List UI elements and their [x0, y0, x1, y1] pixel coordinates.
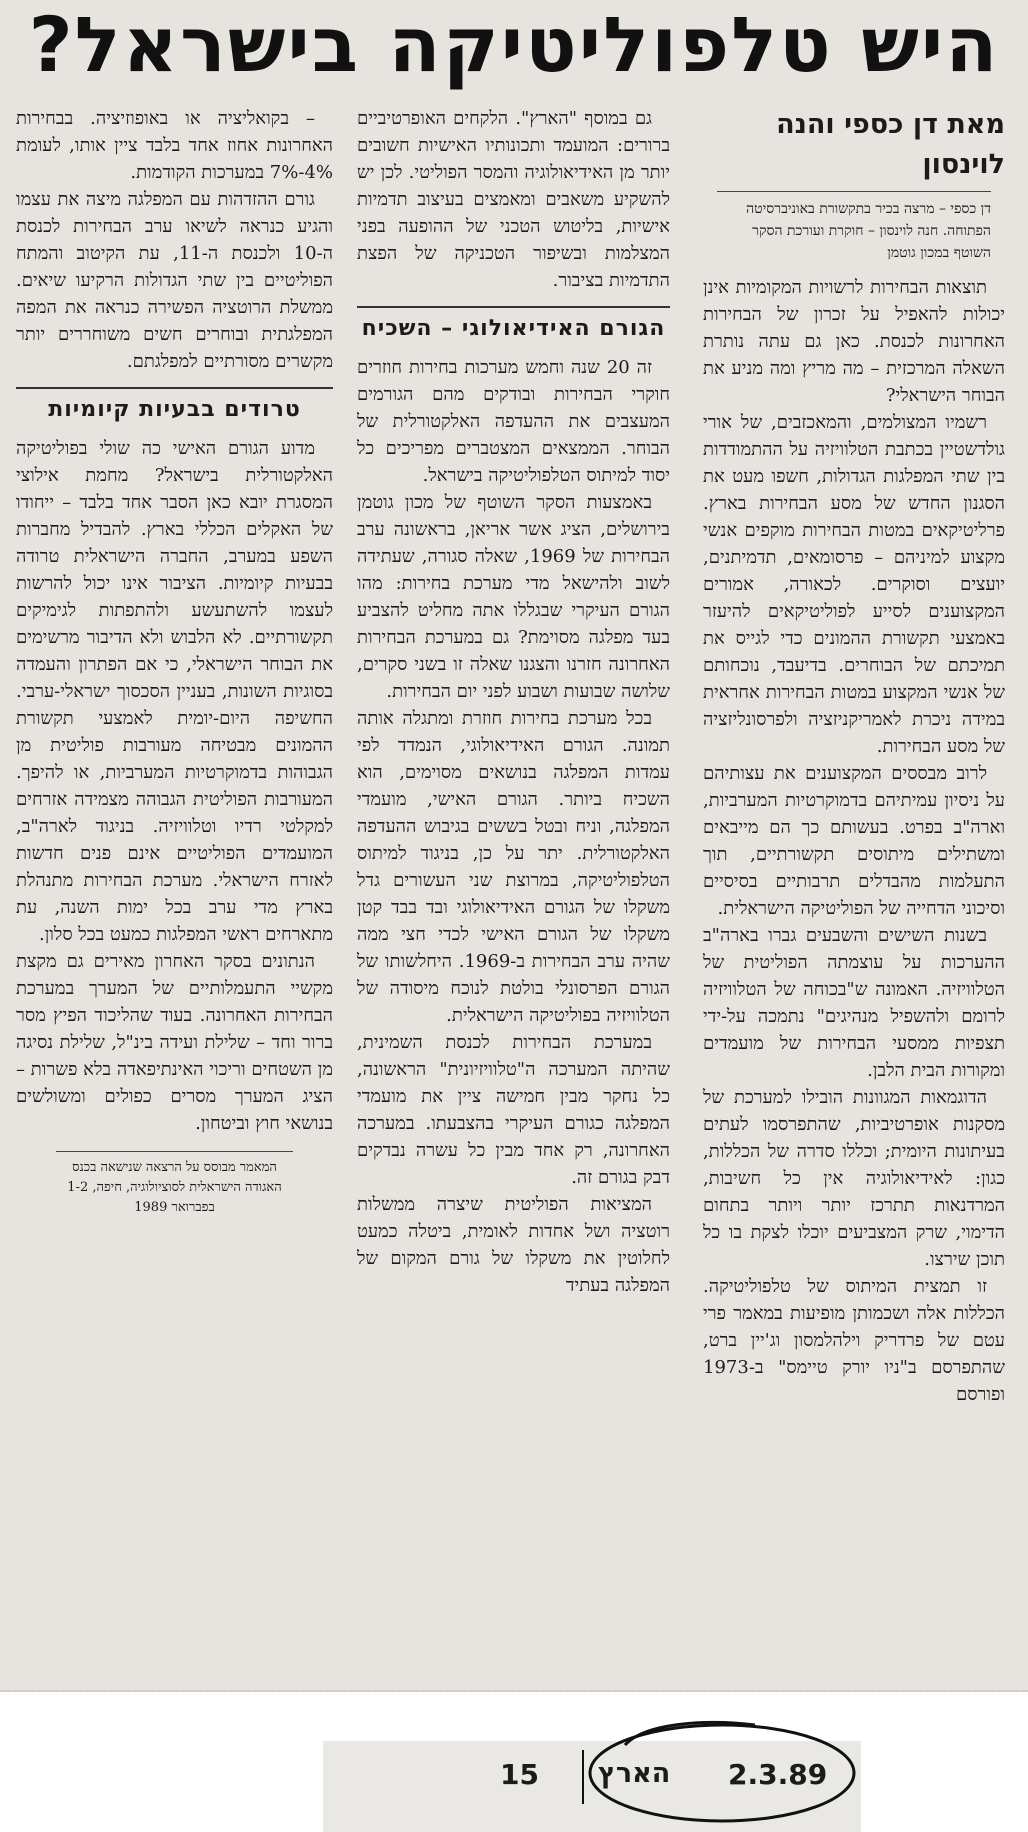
- page-number: 15: [500, 1758, 539, 1791]
- paragraph: בשנות השישים והשבעים גברו בארה"ב ההערכות על עוצמתה הפוליטית של הטלוויזיה. האמונה ש"בכוחה של הטלוויזיה לרומם ולהשפיל מנהיגים" נתמכה על-ידי תצפיות ממסעי הבחירות של מועמדים ומקורות הבית הלבן.: [703, 925, 1005, 1081]
- headline: היש טלפוליטיקה בישראל?: [28, 0, 1000, 89]
- author-bio: דן כספי – מרצה בכיר בתקשורת באוניברסיטה הפתוחה. חנה לוינסון – חוקרת ועורכת הסקר השוטף במכון גוטמן: [717, 191, 991, 264]
- column-middle: [357, 105, 670, 1654]
- paragraph: גורם ההזדהות עם המפלגה מיצה את עצמו והגיע כנראה לשיאו ערב הבחירות לכנסת ה-10 ולכנסת ה-11, עת הקיטוב והמתח הפוליטיים בין שתי הגדולות הרקיעו שיאים. ממשלת הרוטציה הפשירה כנראה את המפה המפלגתית ובוחרים חשים משוחררים יותר מקשרים מסורתיים למפלגתם.: [16, 189, 334, 372]
- paragraph: זו תמצית המיתוס של טלפוליטיקה. הכללות אלה ושכמותן מופיעות במאמר פרי עטם של פרדריק וילהלמסון וג'יין ברט, שהתפרסם ב"ניו יורק טיימס" ב-1973 ופורסם: [703, 1276, 1005, 1405]
- paragraph: מדוע הגורם האישי כה שולי בפוליטיקה האלקטורלית בישראל? מחמת אילוצי המסגרת יובא כאן הסבר אחד בלבד – ייחודו של האקלים הכללי בארץ. להבדיל מחברות השפע במערב, החברה הישראלית טרודה בבעיות קיומיות. הציבור אינו יכול להרשות לעצמו להשתעשע ולהתפתות לגימיקים תקשורתיים. לא הלבוש ולא הדיבור מרשימים את הבוחר הישראלי, כי אם הפתרון והעמדה בסוגיות השונות, בעניין הסכסוך ישראלי-ערבי. החשיפה היום-יומית לאמצעי תקשורת ההמונים מבטיחה מעורבות פוליטית מן הגבוהות בדמוקרטיות המערביות, או להיפך. המעורבות הפוליטית הגבוהה מצמידה אזרחים למקלטי רדיו וטלוויזיה. בניגוד לארה"ב, המועמדים הפוליטיים אינם פנים חדשות לאזרח הישראלי. מערכת הבחירות מתנהלת בארץ מדי ערב בכל ימות השנה, עת מתארחים ראשי המפלגות כמעט בכל סלון.: [16, 438, 333, 945]
- source-note: המאמר מבוסס על הרצאה שנישאה בכנס האגודה הישראלית לסוציולוגיה, חיפה, 1-2 בפברואר 1989: [56, 1151, 293, 1218]
- paragraph: גם במוסף "הארץ". הלקחים האופרטיביים ברורים: המועמד ותכונותיו האישיות חשובים יותר מן האידיאולוגיה והמסר הפוליטי. לכן יש להשקיע משאבים ומאמצים בעיצוב תדמיות אישיות, בליטוש הטכני של ההופעה בפני המצלמות ובשיפור הטכניקה של הפצת התדמיות בציבור.: [357, 108, 670, 291]
- paragraph: המציאות הפוליטית שיצרה ממשלות רוטציה ושל אחדות לאומית, ביטלה כמעט לחלוטין את משקלו של גורם המקום של המפלגה בעתיד: [357, 1194, 670, 1296]
- paragraph: הנתונים בסקר האחרון מאירים גם מקצת מקשיי התעמלותיים של המערך במערכת הבחירות האחרונה. בעוד שהליכוד הפיץ מסר ברור וחד – שלילת ועידה בינ"ל, שלילת נסיגה מן השטחים וריכוי האינתיפאדה בלא פשרות – הציג המערך מסרים כפולים ומשולשים בנושאי חוץ וביטחון.: [16, 951, 333, 1134]
- publication-date: 2.3.89: [728, 1758, 828, 1791]
- subhead-existential: טרודים בבעיות קיומיות: [16, 387, 333, 427]
- column-left: [16, 105, 333, 1654]
- paragraph: רשמיו המצולמים, והמאכזבים, של אורי גולדשטיין בכתבת הטלוויזיה על ההתמודדות בין שתי המפלגות הגדולות, חשפו מעט את הסגנון החדש של מסע הבחירות בארץ. פרליטיקאים במטות הבחירות מוקפים אנשי מקצוע למיניהם – פרסומאים, תדמיתנים, יועצים וסוקרים. לכאורה, אמורים המקצוענים לסייע לפוליטיקאים להיעזר באמצעי תקשורת ההמונים כדי לגייס את תמיכתם של הבוחרים. בדיעבד, נוכחותם של אנשי המקצוע במטות הבחירות אחראית במידה ניכרת לאמריקניזציה ולפרסונליזציה של מסע הבחירות.: [703, 412, 1005, 757]
- newspaper-name: הארץ: [598, 1758, 671, 1789]
- paragraph: לרוב מבססים המקצוענים את עצותיהם על ניסיון עמיתיהם בדמוקרטיות המערביות, וארה"ב בפרט. בעשותם כך הם מייבאים ומשתילים מיתוסים תקשורתיים, תוך התעלמות מהבדלים תרבותיים בסיסיים וסיכוני הדחייה של הפוליטיקה הישראלית.: [703, 763, 1005, 919]
- byline: מאת דן כספי והנה לוינסון: [776, 109, 1005, 180]
- paragraph: תוצאות הבחירות לרשויות המקומיות אינן יכולות להאפיל על זכרון של הבחירות האחרונות לכנסת. כאן גם עתה נותרת השאלה המרכזית – מה מריץ ומה מניע את הבוחר הישראלי?: [703, 277, 1005, 406]
- paragraph: הדוגמאות המגוונות הובילו למערכת של מסקנות אופרטיביות, שהתפרסמו לעתים בעיתונות היומית; וכללו סדרה של הכללות, כגון: לאידיאולוגיה אין כל חשיבות, המרדנאות תתרכז יותר ויותר בתחום הדימוי, שרק המצביעים יוכלו לצקת בו כל תוכן שירצו.: [703, 1087, 1005, 1270]
- footer-divider: [582, 1750, 584, 1804]
- paragraph: זה 20 שנה וחמש מערכות בחירות חוזרים חוקרי הבחירות ובודקים מהם הגורמים המעצבים את ההעדפה האלקטורלית של הבוחר. הממצאים המצטברים מפריכים כל יסוד למיתוס הטלפוליטיקה בישראל.: [357, 357, 670, 486]
- paragraph: בכל מערכת בחירות חוזרת ומתגלה אותה תמונה. הגורם האידיאולוגי, הנמדד לפי עמדות המפלגה בנושאים מסוימים, הוא השכיח ביותר. הגורם האישי, מועמדי המפלגה, וניח ובטל בששים בגיבוש ההעדפה האלקטורלית. יתר על כן, בניגוד למיתוס הטלפוליטיקה, במרוצת שני העשורים גדל משקלו של הגורם האידיאולוגי ובד בבד קטן משקלו של הגורם האישי לכדי חצי ממה שהיה ערב הבחירות ב-1969. היחלשותו של הגורם הפרסונלי בולטת לנוכח מיסודה של הטלוויזיה בפוליטיקה הישראלית.: [357, 708, 670, 1026]
- handwritten-circle-mark: [585, 1717, 860, 1825]
- column-right: [703, 105, 1005, 1654]
- paragraph: באמצעות הסקר השוטף של מכון גוטמן בירושלים, הציג אשר אריאן, בראשונה ערב הבחירות של 1969, שאלה סגורה, שעתידה לשוב ולהישאל מדי מערכת בחירות: מהו הגורם העיקרי שבגללו אתה מחליט להצביע בעד מפלגה מסוימת? גם במערכת הבחירות האחרונה חזרנו והצגנו שאלה זו בשני סקרים, שלושה שבועות ושבוע לפני יום הבחירות.: [357, 492, 670, 702]
- paragraph: – בקואליציה או באופוזיציה. בבחירות האחרונות אחוז אחד בלבד ציין אותו, לעומת 4%-7% במערכות הקודמות.: [16, 108, 333, 183]
- subhead-ideological: הגורם האידיאולוגי – השכיח: [357, 306, 670, 346]
- paragraph: במערכת הבחירות לכנסת השמינית, שהיתה המערכה ה"טלוויזיונית" הראשונה, כל נחקר מבין חמישה ציין את מועמדי המפלגה כגורם העיקרי בהצבעתו. במערכה האחרונה, רק אחד מבין כל עשרה נבדקים דבק בגורם זה.: [357, 1032, 670, 1188]
